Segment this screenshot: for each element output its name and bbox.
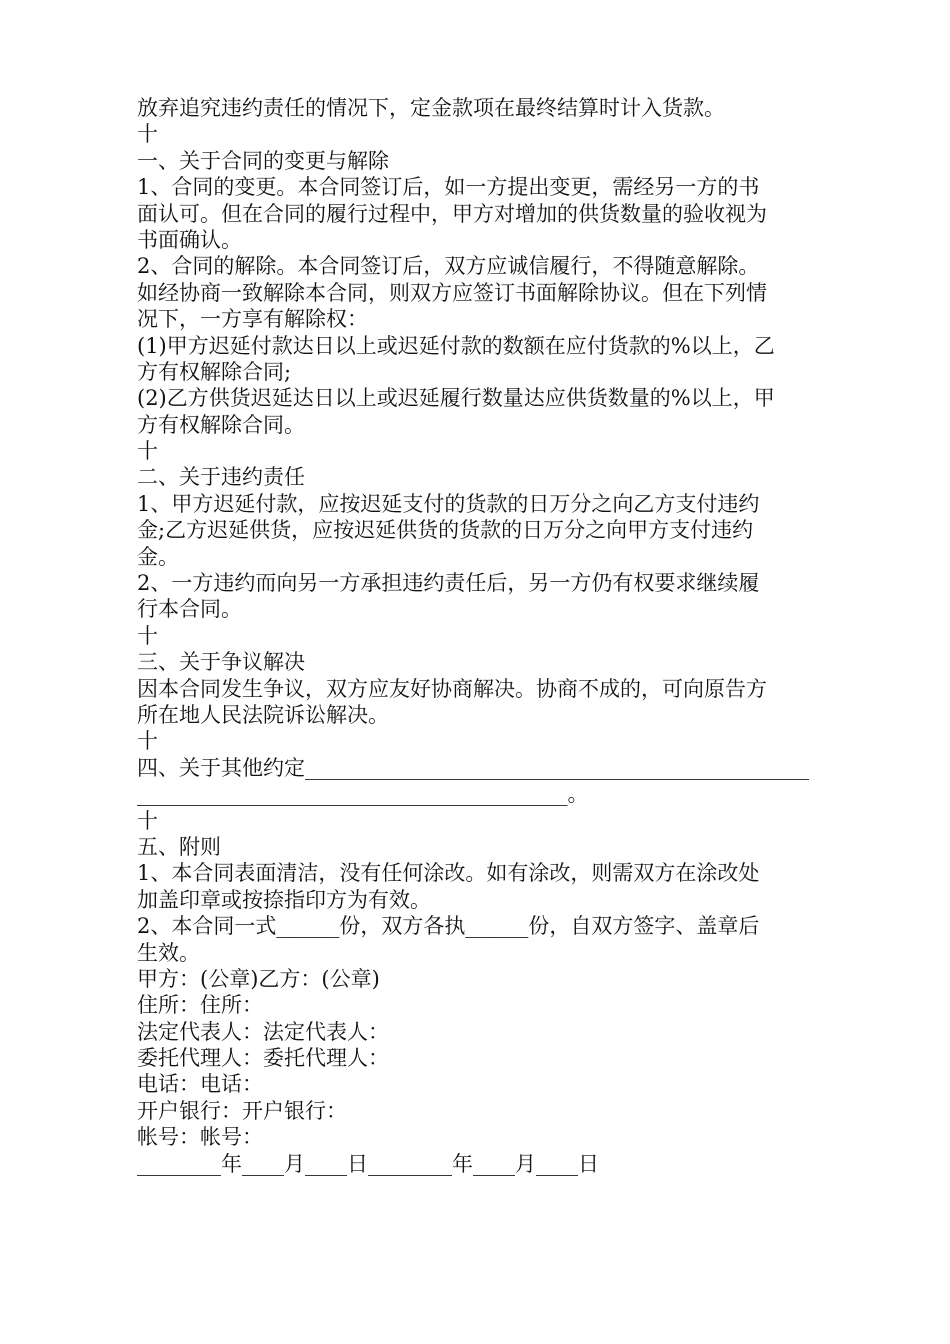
signature-address-line: 住所：住所： (137, 993, 263, 1018)
signature-date-line: ________年____月____日________年____月____日 (137, 1151, 599, 1176)
section-mark: 十 (137, 439, 158, 464)
section-heading: 三、关于争议解决 (137, 650, 305, 675)
text-line: (2)乙方供货迟延达日以上或迟延履行数量达应供货数量的%以上，甲 (137, 386, 775, 411)
signature-account-line: 帐号：帐号： (137, 1125, 263, 1150)
text-line: 金;乙方迟延供货，应按迟延供货的货款的日万分之向甲方支付违约 (137, 518, 754, 543)
text-line: 所在地人民法院诉讼解决。 (137, 702, 389, 727)
text-line: 2、合同的解除。本合同签订后，双方应诚信履行，不得随意解除。 (137, 254, 760, 279)
text-line: 2、本合同一式______份，双方各执______份，自双方签字、盖章后 (137, 914, 760, 939)
text-line: 生效。 (137, 940, 200, 965)
section-mark: 十 (137, 729, 158, 754)
blank-line: _________________________________________。 (137, 782, 589, 807)
text-line: (1)甲方迟延付款达日以上或迟延付款的数额在应付货款的%以上，乙 (137, 333, 775, 358)
section-heading: 一、关于合同的变更与解除 (137, 148, 389, 173)
text-line: 2、一方违约而向另一方承担违约责任后，另一方仍有权要求继续履 (137, 571, 760, 596)
text-line: 放弃追究违约责任的情况下，定金款项在最终结算时计入货款。 (137, 96, 725, 120)
text-line: 面认可。但在合同的履行过程中，甲方对增加的供货数量的验收视为 (137, 201, 767, 226)
section-mark: 十 (137, 623, 158, 648)
text-line: 金。 (137, 544, 179, 569)
text-line: 行本合同。 (137, 597, 242, 622)
section-heading: 五、附则 (137, 834, 221, 859)
text-line: 书面确认。 (137, 227, 242, 252)
signature-phone-line: 电话：电话： (137, 1072, 263, 1097)
text-line: 况下，一方享有解除权： (137, 307, 368, 332)
section-mark: 十 (137, 808, 158, 833)
signature-agent-line: 委托代理人：委托代理人： (137, 1046, 389, 1071)
section-heading: 二、关于违约责任 (137, 465, 305, 490)
text-line: 1、合同的变更。本合同签订后，如一方提出变更，需经另一方的书 (137, 175, 760, 200)
section-heading-with-blank: 四、关于其他约定________________________________________________ (137, 755, 809, 780)
signature-bank-line: 开户银行：开户银行： (137, 1098, 347, 1123)
text-line: 方有权解除合同。 (137, 412, 305, 437)
text-line: 方有权解除合同; (137, 359, 292, 384)
signature-party-line: 甲方：(公章)乙方：(公章) (137, 966, 380, 991)
text-line: 1、本合同表面清洁，没有任何涂改。如有涂改，则需双方在涂改处 (137, 861, 760, 886)
contract-page (137, 95, 815, 1177)
text-line: 如经协商一致解除本合同，则双方应签订书面解除协议。但在下列情 (137, 280, 767, 305)
text-line: 1、甲方迟延付款，应按迟延支付的货款的日万分之向乙方支付违约 (137, 491, 760, 516)
section-mark: 十 (137, 122, 158, 147)
text-line: 加盖印章或按捺指印方为有效。 (137, 887, 431, 912)
text-line: 因本合同发生争议，双方应友好协商解决。协商不成的，可向原告方 (137, 676, 767, 701)
signature-representative-line: 法定代表人：法定代表人： (137, 1019, 389, 1044)
